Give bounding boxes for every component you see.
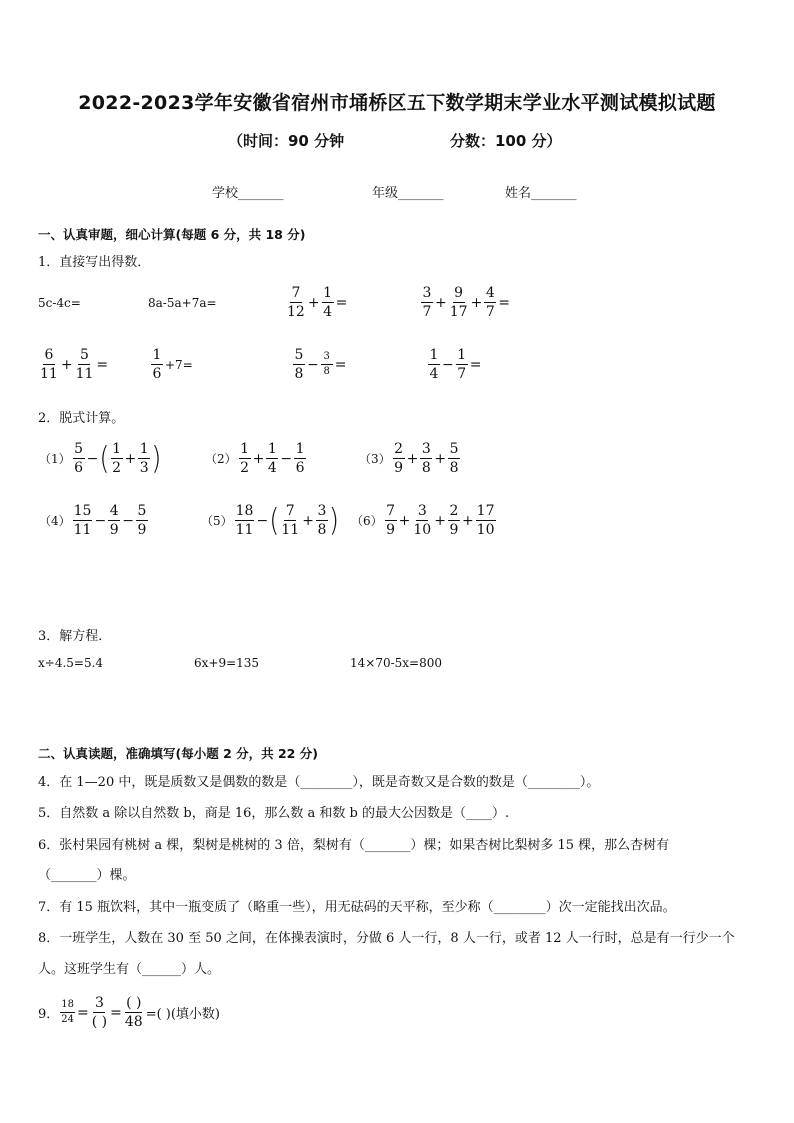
section2-heading: 二、认真读题，准确填写(每小题 2 分，共 22 分)	[38, 746, 318, 761]
q4-text: 4．在 1—20 中，既是质数又是偶数的数是（________），既是奇数又是合数的数是（________）。	[38, 775, 600, 790]
fraction: $\frac{7}{12}$	[287, 285, 305, 320]
section1-heading: 一、认真审题，细心计算(每题 6 分，共 18 分)	[38, 227, 306, 242]
q5-text: 5．自然数 a 除以自然数 b，商是 16，那么数 a 和数 b 的最大公因数是（____）.	[38, 806, 510, 821]
q1-item-g: $\frac{5}{8}$ − $\frac{3}{8}$ =	[294, 347, 347, 382]
q1-item-c: $\frac{7}{12}$ + $\frac{1}{4}$ =	[287, 285, 348, 320]
q2-problem-2: （2） $\frac{1}{2}$ + $\frac{1}{4}$ − $\frac{1}{6}$	[205, 441, 305, 476]
q3-equation-b: 6x+9=135	[194, 656, 260, 670]
q1-item-f: $\frac{1}{6}$ +7=	[152, 347, 193, 382]
q3-equation-a: x÷4.5=5.4	[38, 656, 104, 670]
fraction: $\frac{1}{4}$	[323, 285, 333, 320]
q3-equation-c: 14×70-5x=800	[350, 656, 443, 670]
grade-field[interactable]: 年级_______	[372, 186, 444, 201]
name-field[interactable]: 姓名_______	[505, 186, 577, 201]
q2-problem-4: （4） $\frac{15}{11}$ − $\frac{4}{9}$ − $\frac{5}{9}$	[39, 503, 147, 538]
q1-item-h: $\frac{1}{4}$ − $\frac{1}{7}$ =	[429, 347, 482, 382]
q1-label: 1．直接写出得数．	[38, 255, 151, 270]
q2-problem-6: （6） $\frac{7}{9}$ + $\frac{3}{10}$ + $\frac{2}{9}$ + $\frac{17}{10}$	[351, 503, 495, 538]
time-label: （时间：90 分钟	[228, 132, 345, 150]
page-title: 2022-2023学年安徽省宿州市埇桥区五下数学期末学业水平测试模拟试题	[78, 92, 716, 114]
school-field[interactable]: 学校_______	[212, 186, 284, 201]
q1-item-e: $\frac{6}{11}$ + $\frac{5}{11}$ =	[40, 347, 109, 382]
q8-text-line2: 人。这班学生有（______）人。	[38, 962, 221, 977]
q8-text-line1: 8．一班学生，人数在 30 至 50 之间，在体操表演时，分做 6 人一行，8 人一行，或者 12 人一行时，总是有一行少一个	[38, 931, 735, 946]
q1-item-a: 5c-4c=	[38, 296, 81, 310]
q6-text-line2: （_______）棵。	[38, 868, 136, 883]
q3-label: 3．解方程．	[38, 629, 112, 644]
q7-text: 7．有 15 瓶饮料，其中一瓶变质了（略重一些），用无砝码的天平称，至少称（________）次一定能找出次品。	[38, 900, 676, 915]
q1-item-b: 8a-5a+7a=	[148, 296, 217, 310]
q9-text: 9． $\frac{18}{24}$ = $\frac{3}{( )}$ = $\frac{( )}{48}$ =( )(填小数)	[38, 995, 220, 1030]
q1-item-d: $\frac{3}{7}$ + $\frac{9}{17}$ + $\frac{4}{7}$ =	[422, 285, 511, 320]
q2-problem-3: （3） $\frac{2}{9}$ + $\frac{3}{8}$ + $\frac{5}{8}$	[359, 441, 459, 476]
q2-label: 2．脱式计算。	[38, 411, 125, 426]
q2-problem-1: （1） $\frac{5}{6}$ − ( $\frac{1}{2}$ + $\frac{1}{3}$ )	[39, 440, 162, 477]
score-label: 分数：100 分）	[450, 132, 562, 150]
q6-text-line1: 6．张村果园有桃树 a 棵，梨树是桃树的 3 倍，梨树有（_______）棵；如果杏树比梨树多 15 棵，那么杏树有	[38, 838, 670, 853]
q2-problem-5: （5） $\frac{18}{11}$ − ( $\frac{7}{11}$ + $\frac{3}{8}$ )	[201, 502, 340, 539]
